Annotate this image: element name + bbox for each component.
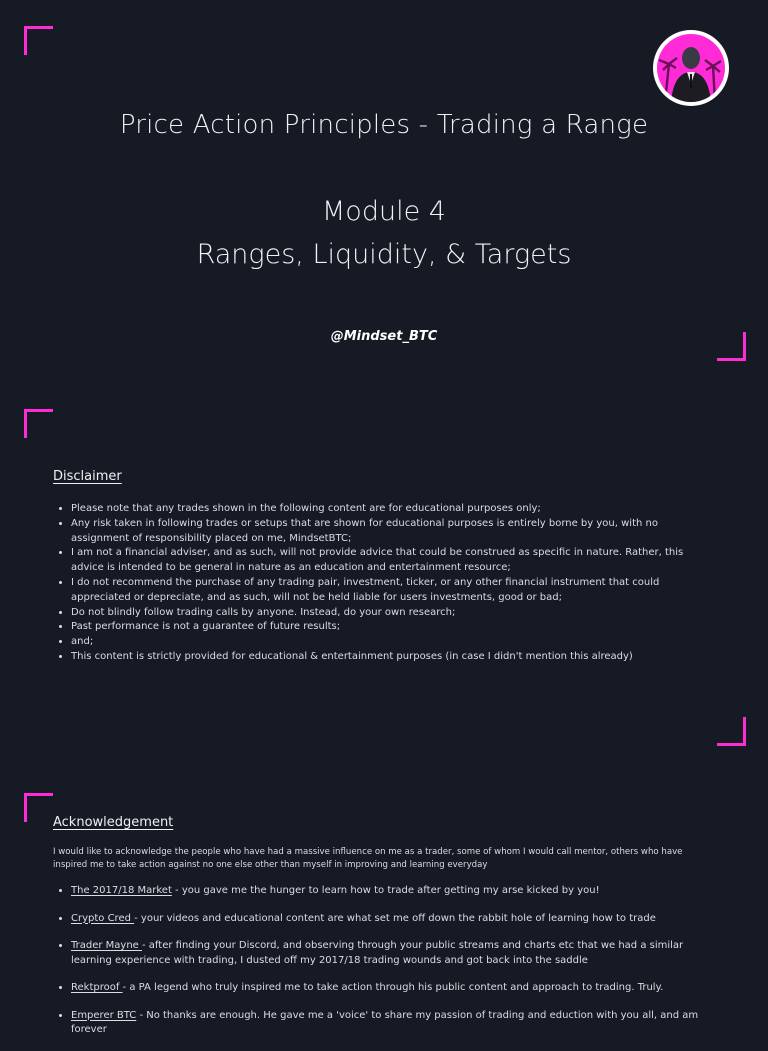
list-item [71,939,711,968]
corner-bracket-top-left [24,409,53,438]
list-item: • and; [71,635,711,650]
list-item: • Do not blindly follow trading calls by anyone. Instead, do your own research; [71,606,711,621]
disclaimer-list [53,502,711,665]
list-item: • This content is strictly provided for educational & entertainment purposes (in case I didn't mention this already) [71,650,711,665]
list-item: • I do not recommend the purchase of any trading pair, investment, ticker, or any other financial instrument that could appreciated or depreciate, and as such, will not be held liable for users investments, good or bad; [71,576,711,606]
profile-avatar-icon [657,34,725,102]
acknowledged-name-link[interactable]: Crypto Cred [71,912,135,924]
acknowledged-name-link[interactable]: Emperer BTC [71,1009,137,1021]
acknowledgement-heading: Acknowledgement [53,815,174,830]
acknowledgement-text: - you gave me the hunger to learn how to trade after getting my arse kicked by you! [171,885,600,896]
disclaimer-heading: Disclaimer [53,469,122,484]
module-label: Module 4 [322,196,446,227]
module-subtitle: Ranges, Liquidity, & Targets [196,239,572,270]
list-item: • I am not a financial adviser, and as such, will not provide advice that could be construed as specific in nature. Rather, this advice is intended to be general in nature as an education and entertainment resource; [71,546,711,576]
corner-bracket-bottom-right [717,717,746,746]
list-item [71,981,711,996]
author-handle: @Mindset_BTC [330,329,438,344]
acknowledgement-list [53,884,711,1051]
page-title: Price Action Principles - Trading a Range [119,110,649,140]
list-item [71,884,711,899]
acknowledgement-intro: I would like to acknowledge the people who have had a massive influence on me as a trader, some of whom I would call mentor, others who have inspired me to take action against no one else other than myself in improving and learning everyday [53,847,683,870]
list-item: • Past performance is not a guarantee of future results; [71,620,711,635]
list-item [71,912,711,927]
avatar [653,30,729,106]
acknowledged-name-link[interactable]: Rektproof [71,982,123,993]
acknowledgement-text: - your videos and educational content are what set me off down the rabbit hole of learning how to trade [134,912,656,924]
acknowledged-name-link[interactable]: Trader Mayne [71,940,143,951]
list-item [71,1009,711,1038]
list-item: • Any risk taken in following trades or setups that are shown for educational purposes is entirely borne by you, with no assignment of responsibility placed on me, MindsetBTC; [71,517,711,547]
corner-bracket-top-left [24,793,53,822]
acknowledged-name-link[interactable]: The 2017/18 Market [71,885,172,896]
acknowledgement-text: - after finding your Discord, and observing through your public streams and charts etc that we had a similar learning experience with trading, I dusted off my 2017/18 trading wounds and got back into the saddle [71,940,684,966]
corner-bracket-top-left [24,26,53,55]
acknowledgement-text: - No thanks are enough. He gave me a 'voice' to share my passion of trading and eduction with you all, and am forever [71,1009,699,1035]
acknowledgement-text: - a PA legend who truly inspired me to take action through his public content and approach to trading. Truly. [122,982,664,993]
list-item: • Please note that any trades shown in the following content are for educational purposes only; [71,502,711,517]
